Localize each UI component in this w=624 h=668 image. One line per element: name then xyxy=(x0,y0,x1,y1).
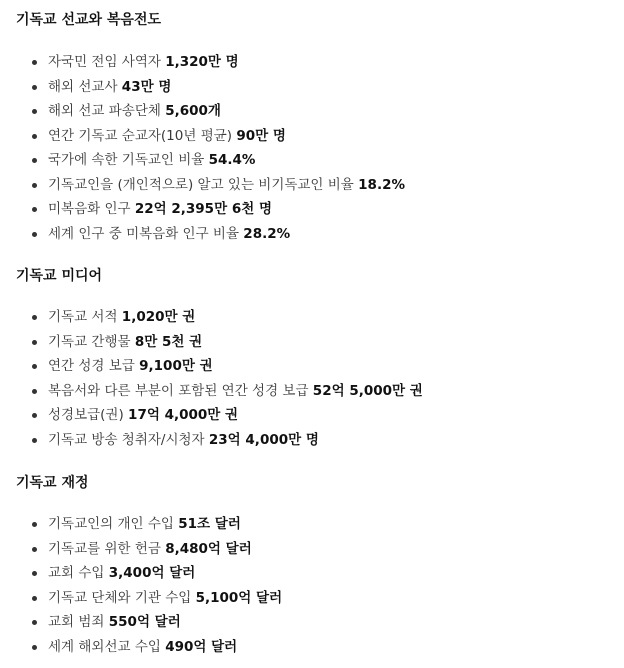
item-value: 550억 달러 xyxy=(108,614,181,630)
list-item xyxy=(16,538,282,563)
bullet-icon xyxy=(32,522,37,527)
section-heading-media: 기독교 미디어 xyxy=(16,268,103,284)
item-label: 미복음화 인구 xyxy=(48,201,131,217)
list-item xyxy=(16,198,405,223)
item-label: 기독교 서적 xyxy=(48,309,118,325)
item-label: 기독교 단체와 기관 수입 xyxy=(48,589,192,606)
item-value: 23억 4,000만 명 xyxy=(208,431,319,448)
list-item xyxy=(16,331,423,356)
list-item xyxy=(16,125,405,150)
item-value: 1,020만 권 xyxy=(121,309,196,325)
list-item xyxy=(16,306,423,331)
list-item xyxy=(16,100,405,125)
item-label: 해외 선교사 xyxy=(48,78,118,95)
item-value: 5,600개 xyxy=(165,103,221,119)
item-value: 54.4% xyxy=(208,152,256,168)
item-label: 기독교인을 (개인적으로) 알고 있는 비기독교인 비율 xyxy=(48,176,354,193)
item-value: 22억 2,395만 6천 명 xyxy=(134,201,272,217)
bullet-icon xyxy=(32,620,37,625)
item-value: 51조 달러 xyxy=(178,516,241,532)
bullet-icon xyxy=(32,183,37,188)
item-label: 교회 수입 xyxy=(48,565,105,581)
item-label: 복음서와 다른 부분이 포함된 연간 성경 보급 xyxy=(48,382,309,399)
item-label: 기독교 간행물 xyxy=(48,333,131,350)
item-value: 18.2% xyxy=(358,176,405,193)
list-item xyxy=(16,380,423,405)
item-value: 8만 5천 권 xyxy=(134,333,203,350)
bullet-icon xyxy=(32,60,37,65)
item-label: 연간 기독교 순교자(10년 평균) xyxy=(48,127,233,144)
bullet-list-media xyxy=(16,306,423,453)
list-item xyxy=(16,513,282,538)
bullet-icon xyxy=(32,232,37,237)
bullet-icon xyxy=(32,207,37,212)
list-item xyxy=(16,76,405,101)
item-label: 해외 선교 파송단체 xyxy=(48,103,161,119)
bullet-icon xyxy=(32,109,37,114)
item-label: 연간 성경 보급 xyxy=(48,358,135,374)
list-item xyxy=(16,587,282,612)
bullet-list-finance xyxy=(16,513,282,660)
list-item xyxy=(16,174,405,199)
bullet-icon xyxy=(32,340,37,345)
bullet-icon xyxy=(32,85,37,90)
list-item xyxy=(16,355,423,380)
item-value: 43만 명 xyxy=(121,78,172,95)
item-value: 490억 달러 xyxy=(165,638,238,655)
bullet-icon xyxy=(32,315,37,320)
bullet-list-missions xyxy=(16,51,405,247)
bullet-icon xyxy=(32,364,37,369)
list-item xyxy=(16,562,282,587)
bullet-icon xyxy=(32,438,37,443)
item-value: 9,100만 권 xyxy=(139,358,213,374)
item-label: 기독교인의 개인 수입 xyxy=(48,516,174,532)
bullet-icon xyxy=(32,645,37,650)
list-item xyxy=(16,149,405,174)
item-value: 5,100억 달러 xyxy=(195,589,283,606)
list-item xyxy=(16,404,423,429)
section-heading-finance: 기독교 재정 xyxy=(16,475,89,491)
item-value: 52억 5,000만 권 xyxy=(312,382,423,399)
item-label: 세계 인구 중 미복음화 인구 비율 xyxy=(48,225,239,242)
item-value: 90만 명 xyxy=(236,127,286,144)
bullet-icon xyxy=(32,596,37,601)
bullet-icon xyxy=(32,389,37,394)
list-item xyxy=(16,429,423,454)
item-label: 기독교를 위한 헌금 xyxy=(48,540,161,557)
item-value: 3,400억 달러 xyxy=(108,565,196,581)
list-item xyxy=(16,611,282,636)
item-label: 교회 범죄 xyxy=(48,614,105,630)
bullet-icon xyxy=(32,547,37,552)
section-heading-missions: 기독교 선교와 복음전도 xyxy=(16,12,161,28)
bullet-icon xyxy=(32,134,37,139)
list-item xyxy=(16,223,405,248)
item-label: 세계 해외선교 수입 xyxy=(48,638,161,655)
item-label: 국가에 속한 기독교인 비율 xyxy=(48,152,205,168)
item-label: 자국민 전임 사역자 xyxy=(48,54,161,70)
bullet-icon xyxy=(32,158,37,163)
item-label: 기독교 방송 청취자/시청자 xyxy=(48,431,205,448)
item-value: 8,480억 달러 xyxy=(165,540,252,557)
item-value: 28.2% xyxy=(243,225,291,242)
bullet-icon xyxy=(32,571,37,576)
item-label: 성경보급(권) xyxy=(48,407,124,423)
list-item xyxy=(16,51,405,76)
item-value: 1,320만 명 xyxy=(165,54,239,70)
bullet-icon xyxy=(32,413,37,418)
item-value: 17억 4,000만 권 xyxy=(128,407,239,423)
list-item xyxy=(16,636,282,661)
